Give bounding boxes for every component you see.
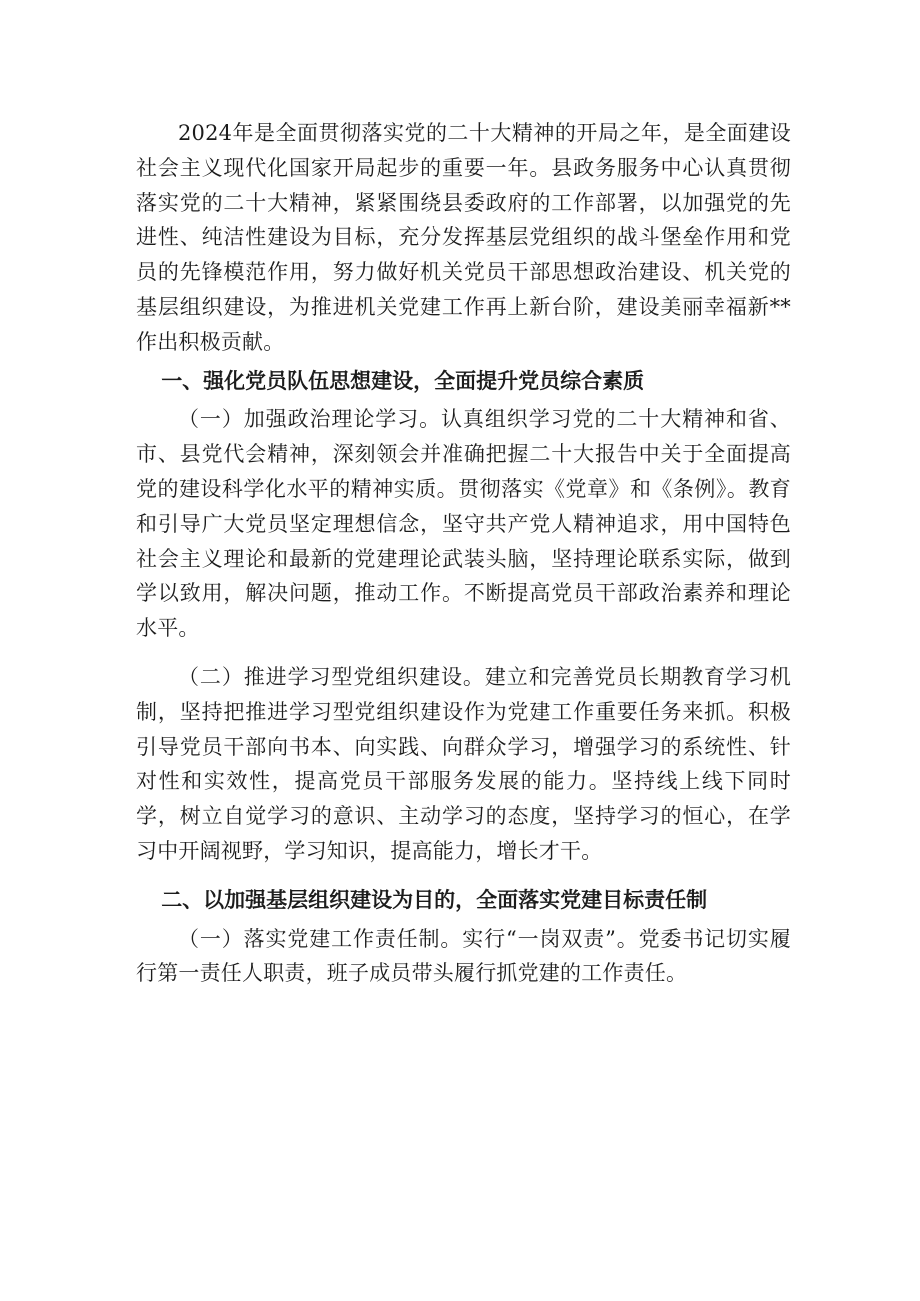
section-heading-1: 一、强化党员队伍思想建设，全面提升党员综合素质 [161, 368, 645, 393]
subsection-paragraph-2-1: （一）落实党建工作责任制。实行“一岗双责”。党委书记切实履行第一责任人职责，班子成员带头履行抓党建的工作责任。 [136, 926, 791, 986]
subsection-paragraph-1-1: （一）加强政治理论学习。认真组织学习党的二十大精神和省、市、县党代会精神，深刻领会并准确把握二十大报告中关于全面提高党的建设科学化水平的精神实质。贯彻落实《党章》和《条例》。教育和引导广大党员坚定理想信念，坚守共产党人精神追求，用中国特色社会主义理论和最新的党建理论武装头脑，坚持理论联系实际，做到学以致用，解决问题，推动工作。不断提高党员干部政治素养和理论水平。 [136, 407, 791, 641]
section-heading-2: 二、以加强基层组织建设为目的，全面落实党建目标责任制 [161, 887, 708, 912]
spacer [136, 869, 791, 883]
intro-paragraph: 2024年是全面贯彻落实党的二十大精神的开局之年，是全面建设社会主义现代化国家开局起步的重要一年。县政务服务中心认真贯彻落实党的二十大精神，紧紧围绕县委政府的工作部署，以加强党的先进性、纯洁性建设为目标，充分发挥基层党组织的战斗堡垒作用和党员的先锋模范作用，努力做好机关党员干部思想政治建设、机关党的基层组织建设，为推进机关党建工作再上新台阶，建设美丽幸福新**作出积极贡献。 [136, 121, 791, 354]
document-body [136, 116, 791, 991]
subsection-paragraph-1-2: （二）推进学习型党组织建设。建立和完善党员长期教育学习机制，坚持把推进学习型党组织建设作为党建工作重要任务来抓。积极引导党员干部向书本、向实践、向群众学习，增强学习的系统性、针对性和实效性，提高党员干部服务发展的能力。坚持线上线下同时学，树立自觉学习的意识、主动学习的态度，坚持学习的恒心，在学习中开阔视野，学习知识，提高能力，增长才干。 [136, 664, 791, 863]
spacer [136, 646, 791, 660]
